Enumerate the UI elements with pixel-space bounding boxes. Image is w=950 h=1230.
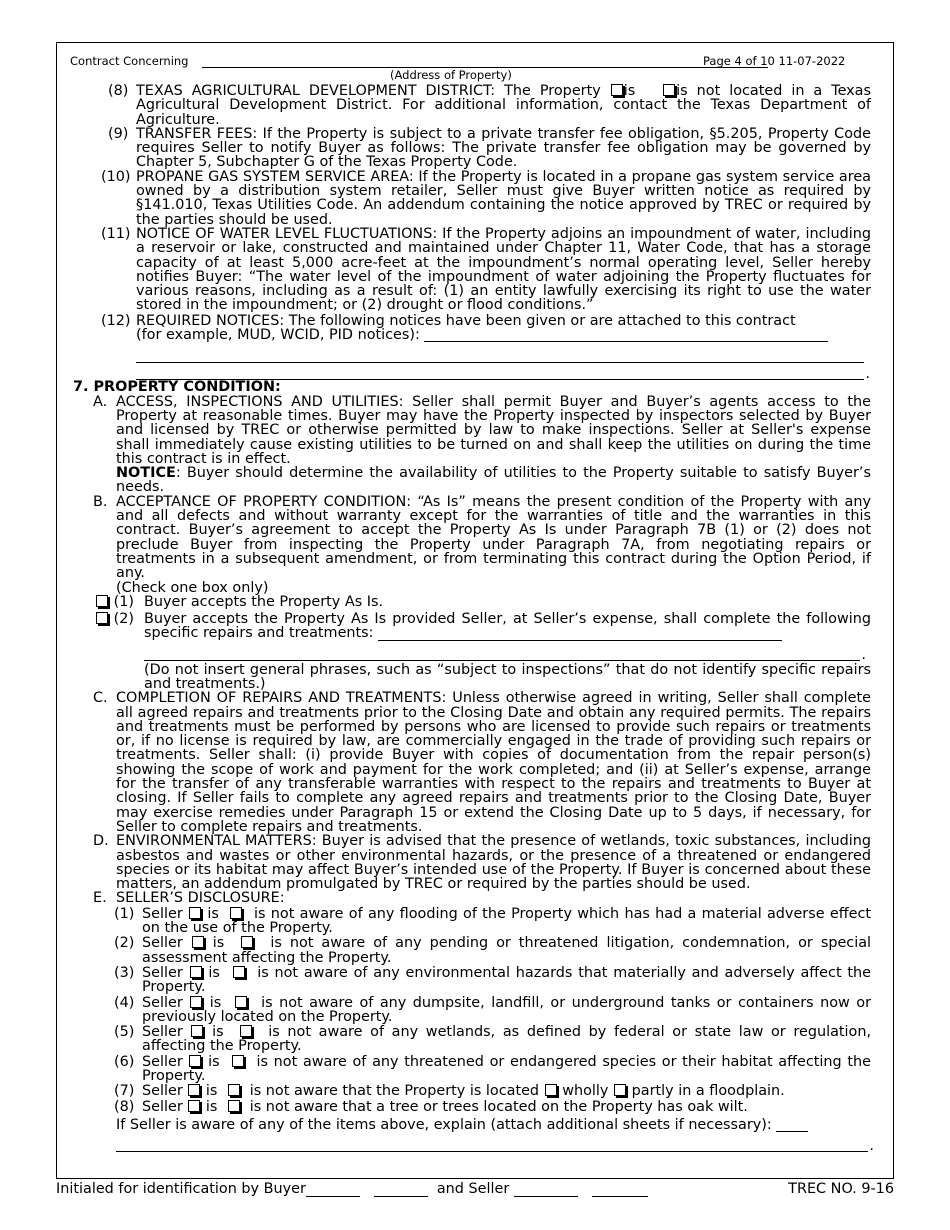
seller-label: Seller [142,1024,183,1041]
item-9 [56,127,871,170]
checkbox-is[interactable] [191,1025,203,1037]
item-number: (8) [108,83,129,99]
notice-label: NOTICE [116,465,176,482]
item-text: (for example, MUD, WCID, PID notices): [136,327,420,344]
checkbox-is-not-located[interactable] [663,84,675,96]
item-number: (3) [114,964,135,981]
item-number: (2) [114,935,135,952]
checkbox-is[interactable] [190,966,202,978]
buyer-initials-2[interactable] [374,1184,428,1197]
item-text: ACCEPTANCE OF PROPERTY CONDITION: “As Is” means the present condition of the Property with any and all defects and without warranty except for the warranties of title and the warranties in this contract. Buyer’s agreement to accept the Property As Is under Paragraph 7B (1) or (2) does not preclude Buyer from inspecting the Property under Paragraph 7A, from negotiating repairs or treatments in a subsequent amendment, or from terminating this contract during the Option Period, if any. [116,493,871,582]
item-text: partly in a floodplain. [631,1083,785,1100]
disclosure-6 [56,1055,871,1084]
item-number: D. [93,833,109,850]
seller-label: Seller [142,964,183,981]
checkbox-is-located[interactable] [611,84,623,96]
address-caption: (Address of Property) [390,68,512,82]
checkbox-is-not[interactable] [230,907,242,919]
item-number: (8) [114,1098,135,1115]
item-text: is not aware that a tree or trees located on the Property has oak wilt. [249,1098,748,1115]
is-label: is [623,83,636,99]
repairs-note: (Do not insert general phrases, such as “subject to inspections” that do not identify specific repairs and treatments.) [144,661,871,692]
item-text: is not aware of any dumpsite, landfill, or underground tanks or containers now or previously located on the Property. [142,994,871,1025]
item-number: (10) [101,168,131,185]
item-text: SELLER’S DISCLOSURE: [116,890,285,907]
item-text: is not aware that the Property is located [249,1083,540,1100]
notices-line-2[interactable] [136,346,864,363]
disclosure-4 [56,996,871,1025]
checkbox-is[interactable] [188,1084,200,1096]
item-text: If Seller is aware of any of the items above, explain (attach additional sheets if necessary): [116,1116,772,1133]
and-seller-label: and Seller [436,1181,510,1197]
seller-initials-1[interactable] [514,1184,578,1197]
disclosure-3 [56,966,871,995]
checkbox-wholly[interactable] [545,1084,557,1096]
wholly-label: wholly [562,1083,609,1100]
item-text: ENVIRONMENTAL MATTERS: Buyer is advised that the presence of wetlands, toxic substances, including asbestos and wastes or other environmental hazards, or the presence of a threatened or endangered species or its habitat may affect Buyer’s intended use of the Property. If Buyer is concerned about these matters, an addendum promulgated by TREC or required by the parties should be used. [116,833,871,893]
page-footer [56,1181,894,1197]
checkbox-is-not[interactable] [240,1025,252,1037]
item-text: REQUIRED NOTICES: The following notices have been given or are attached to this contract [136,312,796,329]
seller-label: Seller [142,1098,183,1115]
item-number: E. [93,890,107,907]
form-number: TREC NO. 9-16 [788,1181,894,1197]
seller-label: Seller [142,1083,183,1100]
notices-line-3[interactable]: . [136,363,864,380]
seller-initials-2[interactable] [592,1184,648,1197]
checkbox-is-not[interactable] [241,936,253,948]
explain-line-2[interactable]: . [116,1135,868,1152]
page-header [70,53,870,87]
disclosure-explain [56,1118,871,1132]
item-number: A. [93,393,108,410]
item-text: TRANSFER FEES: If the Property is subject to a private transfer fee obligation, §5.205, Property Code requires Seller to notify Buyer as follows: The private transfer fee obligation may be governed by Chapter 5, Subchapter G of the Texas Property Code. [136,125,871,171]
item-text: is not located in a Texas Agricultural Development District. For additional information, contact the Texas Department of Agriculture. [136,83,871,128]
checkbox-is-not[interactable] [235,996,247,1008]
item-number: (5) [114,1024,135,1041]
item-11 [56,227,871,313]
item-number: (6) [114,1053,135,1070]
item-text: is not aware of any flooding of the Property which has had a material adverse effect on the use of the Property. [142,905,872,937]
item-text: NOTICE OF WATER LEVEL FLUCTUATIONS: If the Property adjoins an impoundment of water, including a reservoir or lake, constructed and maintained under Chapter 11, Water Code, that has a storage capacity of at least 5,000 acre-feet at the impoundment’s normal operating level, Seller hereby notifies Buyer: “The water level of the impoundment of water adjoining the Property fluctuates for various reasons, including as a result of: (1) an entity lawfully exercising its right to use the water stored in the impoundment; or (2) drought or flood conditions.” [136,225,871,314]
item-text: : Buyer should determine the availability of utilities to the Property suitable to satisfy Buyer’s needs. [116,465,871,496]
is-label: is [208,1053,220,1070]
disclosure-7 [56,1084,871,1098]
item-number: (1) [113,593,134,610]
is-label: is [205,1098,218,1115]
item-text: COMPLETION OF REPAIRS AND TREATMENTS: Unless otherwise agreed in writing, Seller shall complete all agreed repairs and treatments prior to the Closing Date and obtain any required permits. The repairs and treatments must be performed by persons who are licensed to provide such repairs or treatments or, if no license is required by law, are commercially engaged in the trade of providing such repairs or treatments. Seller shall: (i) provide Buyer with copies of documentation from the repair person(s) showing the scope of work and payment for the work completed; and (ii) at Seller’s expense, arrange for the transfer of any transferable warranties with respect to the repairs and treatments to Buyer at closing. If Seller fails to complete any agreed repairs and treatments prior to the Closing Date, Buyer may exercise remedies under Paragraph 15 or extend the Closing Date up to 5 days, if necessary, for Seller to complete repairs and treatments. [116,690,871,835]
item-text: Buyer accepts the Property As Is. [144,593,384,610]
seller-label: Seller [142,905,183,922]
checkbox-7b2[interactable] [96,612,108,624]
repairs-field[interactable] [378,628,782,641]
is-label: is [205,1083,218,1100]
checkbox-is-not[interactable] [228,1084,240,1096]
item-text: ACCESS, INSPECTIONS AND UTILITIES: Seller shall permit Buyer and Buyer’s agents access to the Property at reasonable times. Buyer may have the Property inspected by inspectors selected by Buyer and licensed by TREC or otherwise permitted by law to make inspections. Seller at Seller's expense shall immediately cause existing utilities to be turned on and shall keep the utilities on during the time this contract is in effect. [116,393,871,467]
seller-label: Seller [142,1053,183,1070]
item-number: (7) [114,1083,135,1100]
item-12 [56,314,871,343]
is-label: is [208,964,220,981]
checkbox-is[interactable] [192,936,204,948]
explain-field[interactable] [776,1119,808,1132]
item-text: is not aware of any wetlands, as defined by federal or state law or regulation, affecting the Property. [142,1024,872,1055]
item-10 [56,170,871,227]
seller-label: Seller [142,935,183,952]
item-number: (11) [101,225,131,242]
item-8 [56,84,871,127]
item-number: (12) [101,312,131,329]
item-number: B. [93,493,108,510]
item-number: (1) [114,905,135,922]
is-label: is [209,994,222,1011]
section-7c [56,691,871,834]
checkbox-is-not[interactable] [232,1055,244,1067]
is-label: is [212,935,225,952]
item-text: TEXAS AGRICULTURAL DEVELOPMENT DISTRICT: The Property [136,83,601,99]
contract-concerning-label: Contract Concerning [70,54,189,68]
initials-buyer-label: Initialed for identification by Buyer [56,1181,306,1197]
option-7b1 [56,595,871,609]
checkbox-is[interactable] [189,907,201,919]
item-number: (9) [108,125,129,142]
checkbox-is[interactable] [189,1055,201,1067]
item-number: C. [93,690,108,707]
page-number: Page 4 of 10 11-07-2022 [703,54,846,68]
buyer-initials-1[interactable] [306,1184,360,1197]
check-one-note: (Check one box only) [116,579,269,596]
checkbox-is-not[interactable] [228,1100,240,1112]
section-7e [56,891,871,905]
checkbox-is[interactable] [190,996,202,1008]
disclosure-8 [56,1100,871,1114]
section-7b [56,495,871,595]
item-number: (4) [114,994,135,1011]
item-text: is not aware of any pending or threatened litigation, condemnation, or special assessment affecting the Property. [142,935,872,966]
item-text: is not aware of any environmental hazards that materially and adversely affect the Property. [142,964,872,996]
is-label: is [212,1024,224,1041]
section-7-title: 7. PROPERTY CONDITION: [73,379,281,396]
item-text: PROPANE GAS SYSTEM SERVICE AREA: If the Property is located in a propane gas system service area owned by a distribution system retailer, Seller must give Buyer written notice as required by §141.010, Texas Utilities Code. An addendum containing the notice approved by TREC or required by the parties should be used. [136,168,871,228]
document-body [56,83,894,1155]
item-number: (2) [113,611,134,628]
item-text: Buyer accepts the Property As Is provided Seller, at Seller’s expense, shall complete the following specific repairs and treatments: [144,611,871,642]
checkbox-partly[interactable] [614,1084,626,1096]
notices-field[interactable] [424,329,828,342]
disclosure-2 [56,936,871,965]
checkbox-is[interactable] [188,1100,200,1112]
section-7d [56,834,871,891]
disclosure-1 [56,907,871,936]
seller-label: Seller [142,994,183,1011]
checkbox-7b1[interactable] [96,595,108,607]
section-7a [56,395,871,495]
option-7b2 [56,612,871,641]
is-label: is [207,905,219,922]
item-text: is not aware of any threatened or endangered species or their habitat affecting the Property. [142,1053,871,1084]
disclosure-5 [56,1025,871,1054]
checkbox-is-not[interactable] [233,966,245,978]
repairs-line-2[interactable]: . [144,644,860,661]
